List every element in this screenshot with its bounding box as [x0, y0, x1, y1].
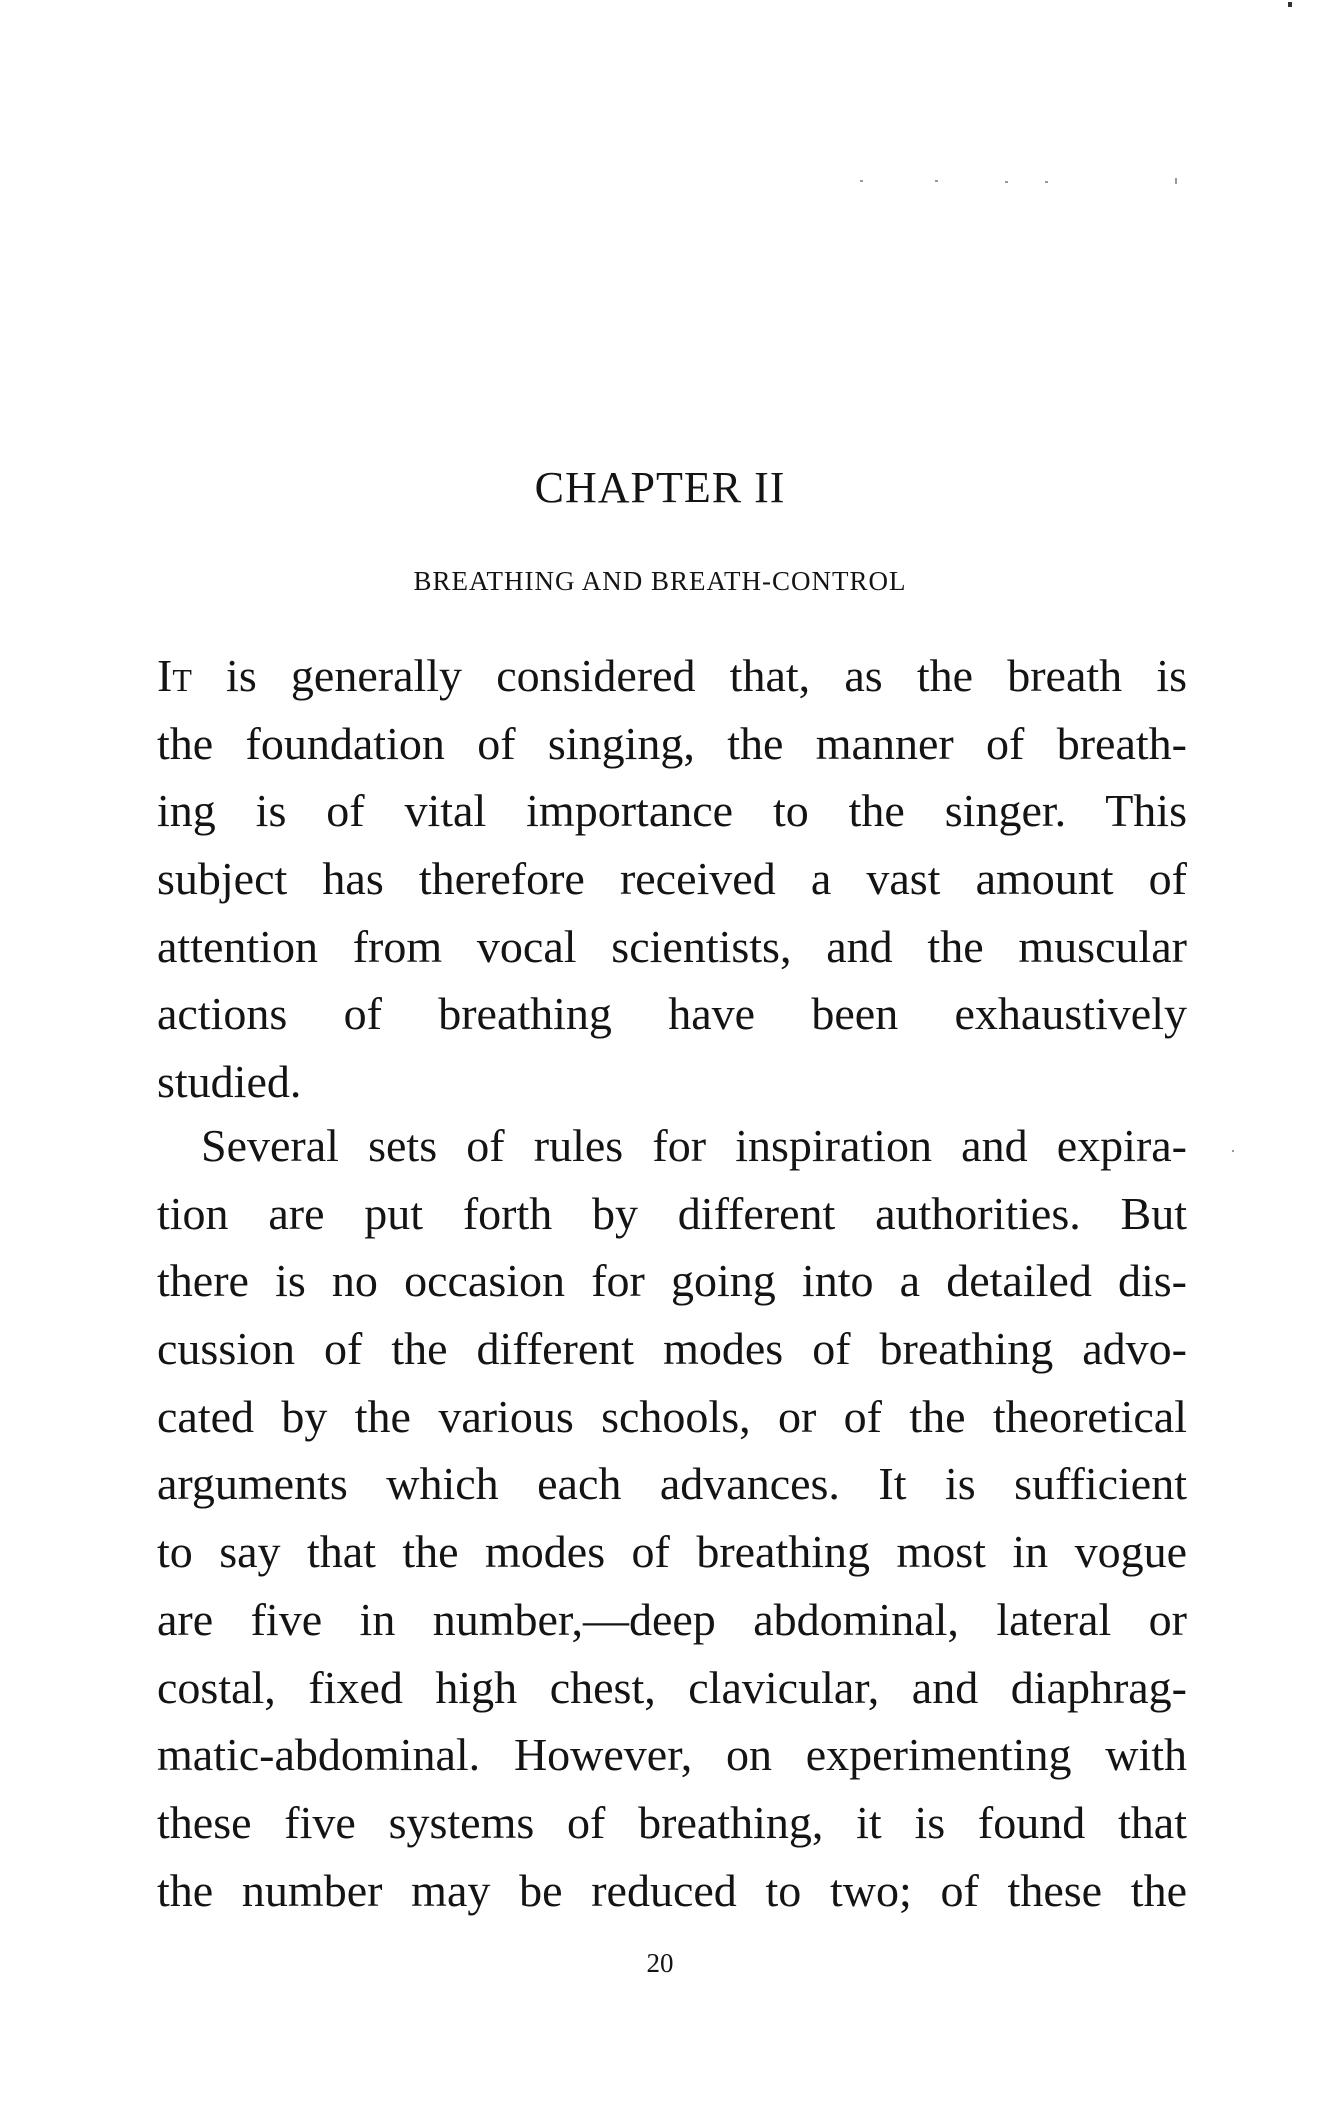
text-line: attention from vocal scientists, and the muscular	[157, 920, 1187, 972]
text-line: tion are put forth by different authorities. But	[157, 1187, 1187, 1239]
scan-speck	[1005, 181, 1008, 183]
paragraph-2	[157, 1112, 1187, 1924]
text-line: the number may be reduced to two; of these the	[157, 1864, 1187, 1916]
scan-speck	[860, 180, 863, 182]
scan-speck	[1232, 1150, 1234, 1152]
text-line: cussion of the different modes of breathing advo-	[157, 1323, 1187, 1375]
text-line: studied.	[157, 1056, 302, 1108]
text-line	[157, 642, 1187, 710]
chapter-subtitle: BREATHING AND BREATH-CONTROL	[413, 566, 907, 596]
line-rest: is generally considered that, as the breath is	[191, 650, 1187, 701]
text-line: the foundation of singing, the manner of breath-	[157, 717, 1187, 769]
small-caps-lead: It	[157, 650, 192, 701]
scan-speck	[935, 180, 938, 182]
paragraph-1	[157, 642, 1187, 1116]
text-line: costal, fixed high chest, clavicular, and diaphrag-	[157, 1661, 1187, 1713]
text-line: cated by the various schools, or of the theoretical	[157, 1390, 1187, 1442]
text-line: matic-abdominal. However, on experimenting with	[157, 1729, 1187, 1781]
scan-speck	[1288, 2, 1292, 7]
text-line: subject has therefore received a vast amount of	[157, 853, 1187, 905]
text-line: Several sets of rules for inspiration and expira-	[201, 1120, 1187, 1171]
page-number: 20	[646, 1948, 674, 1978]
scan-speck	[1175, 178, 1177, 184]
text-line: arguments which each advances. It is sufficient	[157, 1458, 1187, 1510]
text-line: these five systems of breathing, it is found that	[157, 1796, 1187, 1848]
text-line: ing is of vital importance to the singer. This	[157, 785, 1187, 837]
scan-speck	[1045, 181, 1048, 183]
text-line: to say that the modes of breathing most in vogue	[157, 1526, 1187, 1578]
text-line: there is no occasion for going into a detailed dis-	[157, 1255, 1187, 1307]
text-line: are five in number,—deep abdominal, lateral or	[157, 1593, 1187, 1645]
chapter-title: CHAPTER II	[534, 463, 786, 512]
text-line: actions of breathing have been exhaustively	[157, 988, 1187, 1040]
